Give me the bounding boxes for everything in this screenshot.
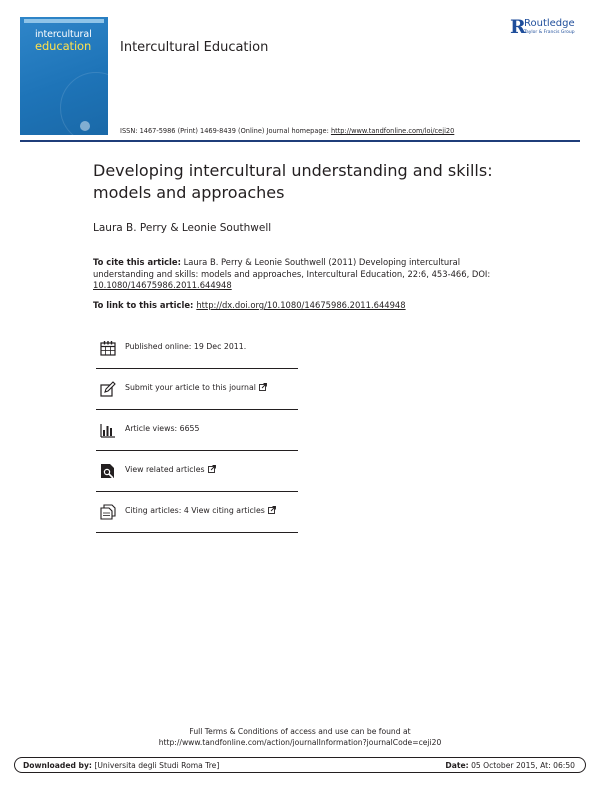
article-title-line1: Developing intercultural understanding and skills: xyxy=(93,161,493,180)
article-link-line xyxy=(93,300,513,312)
doi-link[interactable]: 10.1080/14675986.2011.644948 xyxy=(93,280,232,290)
download-date-label: Date: xyxy=(445,761,469,770)
submit-article-link[interactable] xyxy=(125,383,267,393)
citation-block xyxy=(93,257,503,292)
cover-publisher-logo xyxy=(80,121,90,131)
related-articles-row[interactable] xyxy=(96,450,298,492)
routledge-r-icon: R xyxy=(510,16,526,38)
article-views-row xyxy=(96,409,298,451)
external-link-icon xyxy=(208,465,216,475)
external-link-icon xyxy=(259,383,267,393)
link-label: To link to this article: xyxy=(93,300,197,310)
terms-url-link[interactable]: http://www.tandfonline.com/action/journalInformation?journalCode=ceji20 xyxy=(158,738,442,747)
external-link-icon xyxy=(268,506,276,516)
issn-text: ISSN: 1467-5986 (Print) 1469-8439 (Online) Journal homepage: xyxy=(120,127,331,135)
search-icon xyxy=(100,463,116,479)
publisher-tagline: Taylor & Francis Group xyxy=(524,30,575,35)
terms-text: Full Terms & Conditions of access and use can be found at xyxy=(189,727,411,736)
citing-articles-link[interactable] xyxy=(125,506,276,516)
journal-title[interactable]: Intercultural Education xyxy=(120,40,269,55)
downloaded-by-label: Downloaded by: xyxy=(23,761,92,770)
downloaded-by-value: [Universita degli Studi Roma Tre] xyxy=(91,761,220,770)
edit-icon xyxy=(100,381,116,397)
download-date xyxy=(445,761,575,770)
citing-articles-row[interactable] xyxy=(96,491,298,533)
routledge-logo xyxy=(510,16,590,44)
related-articles-link[interactable] xyxy=(125,465,216,475)
cover-strip xyxy=(24,19,104,23)
article-title xyxy=(93,160,563,204)
publisher-name: Routledge xyxy=(524,18,575,29)
article-url-link[interactable]: http://dx.doi.org/10.1080/14675986.2011.644948 xyxy=(196,300,406,310)
calendar-icon xyxy=(100,340,116,356)
cite-text: Laura B. Perry & Leonie Southwell (2011) Developing intercultural understanding and skills: models and approaches, Intercultural Education, 22:6, 453-466, DOI: xyxy=(93,257,491,279)
published-row xyxy=(96,327,298,369)
issn-line xyxy=(120,127,454,135)
header-divider xyxy=(20,140,580,142)
cover-title-line2: education xyxy=(35,39,92,53)
bar-chart-icon xyxy=(100,422,116,438)
journal-cover-thumbnail xyxy=(20,17,108,135)
cover-title-line1: intercultural xyxy=(35,29,92,40)
citing-icon xyxy=(100,504,116,520)
downloaded-by xyxy=(23,761,219,770)
submit-article-label: Submit your article to this journal xyxy=(125,383,256,392)
authors: Laura B. Perry & Leonie Southwell xyxy=(93,222,272,234)
journal-homepage-link[interactable]: http://www.tandfonline.com/loi/ceji20 xyxy=(330,127,455,135)
published-date-text: Published online: 19 Dec 2011. xyxy=(125,342,247,351)
download-date-value: 05 October 2015, At: 06:50 xyxy=(468,761,575,770)
article-title-line2: models and approaches xyxy=(93,183,285,202)
related-articles-label: View related articles xyxy=(125,465,205,474)
cite-label: To cite this article: xyxy=(93,257,181,267)
article-views-text: Article views: 6655 xyxy=(125,424,200,433)
submit-article-row[interactable] xyxy=(96,368,298,410)
download-info-bar xyxy=(14,757,586,773)
citing-articles-label: Citing articles: 4 View citing articles xyxy=(125,506,265,515)
